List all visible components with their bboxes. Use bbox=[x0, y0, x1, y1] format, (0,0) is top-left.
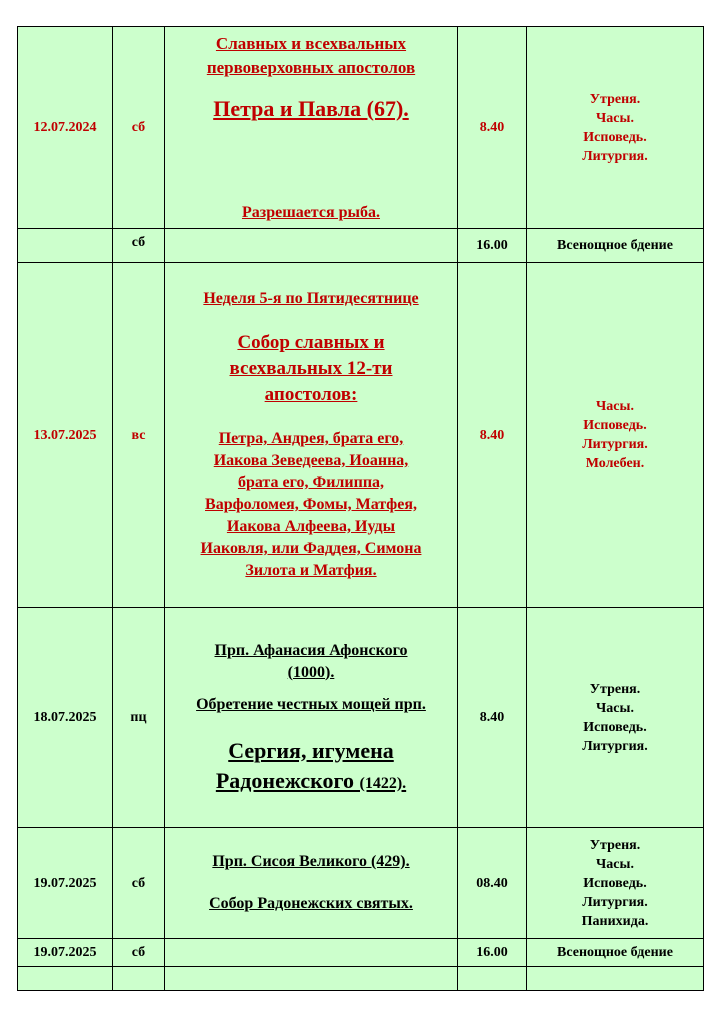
feast-line: Прп. Сисоя Великого (429). bbox=[212, 853, 410, 870]
day-cell: сб bbox=[113, 939, 165, 967]
table-row bbox=[18, 828, 704, 939]
services-cell: Всенощное бдение bbox=[527, 229, 704, 263]
day-cell: сб bbox=[113, 828, 165, 939]
service-item: Часы. bbox=[596, 399, 634, 414]
date-cell: 12.07.2024 bbox=[18, 27, 113, 229]
table-row bbox=[18, 939, 704, 967]
service-item: Утреня. bbox=[589, 837, 641, 853]
service-item: Исповедь. bbox=[583, 129, 647, 145]
feast-main-year: (1422). bbox=[359, 774, 407, 792]
service-item: Часы. bbox=[596, 700, 634, 716]
time-cell: 16.00 bbox=[458, 939, 527, 967]
table-row bbox=[18, 608, 704, 828]
feast-main-name: Радонежского bbox=[215, 767, 354, 793]
apostle-names: Иакова Алфеева, Иуды bbox=[226, 518, 396, 535]
apostle-names: Варфоломея, Фомы, Матфея, bbox=[205, 496, 417, 513]
time-cell: 8.40 bbox=[458, 608, 527, 828]
feast-main-title: Собор славных и bbox=[237, 332, 385, 353]
feast-main-title: апостолов: bbox=[264, 384, 358, 405]
apostle-names: Иаковля, или Фаддея, Симона bbox=[200, 540, 422, 557]
services-cell bbox=[527, 608, 704, 828]
date-cell: 13.07.2025 bbox=[18, 263, 113, 608]
apostle-names: брата его, Филиппа, bbox=[237, 474, 385, 491]
date-cell bbox=[18, 229, 113, 263]
table-row bbox=[18, 967, 704, 991]
time-cell bbox=[458, 967, 527, 991]
time-cell: 8.40 bbox=[458, 27, 527, 229]
service-item: Литургия. bbox=[582, 738, 648, 754]
table-row bbox=[18, 229, 704, 263]
feast-cell bbox=[165, 27, 458, 229]
service-item: Литургия. bbox=[582, 148, 648, 164]
day-cell: сб bbox=[113, 27, 165, 229]
time-cell: 16.00 bbox=[458, 229, 527, 263]
table-row bbox=[18, 27, 704, 229]
day-cell: пц bbox=[113, 608, 165, 828]
date-cell bbox=[18, 967, 113, 991]
feast-cell bbox=[165, 608, 458, 828]
feast-line: Прп. Афанасия Афонского bbox=[214, 641, 408, 659]
feast-main-title bbox=[171, 766, 451, 796]
service-item: Литургия. bbox=[582, 437, 648, 452]
services-cell: Всенощное бдение bbox=[527, 939, 704, 967]
table-row bbox=[18, 263, 704, 608]
day-cell: сб bbox=[113, 229, 165, 263]
service-item: Исповедь. bbox=[583, 719, 647, 735]
day-cell: вс bbox=[113, 263, 165, 608]
service-item: Утреня. bbox=[589, 681, 641, 697]
feast-main-title: Петра и Павла (67). bbox=[213, 95, 409, 121]
feast-week: Неделя 5-я по Пятидесятнице bbox=[203, 290, 419, 307]
feast-cell bbox=[165, 967, 458, 991]
services-cell bbox=[527, 263, 704, 608]
feast-line: Обретение честных мощей прп. bbox=[196, 695, 426, 713]
feast-note: Разрешается рыба. bbox=[241, 203, 380, 221]
time-cell: 08.40 bbox=[458, 828, 527, 939]
apostle-names: Иакова Зеведеева, Иоанна, bbox=[213, 452, 409, 469]
services-cell bbox=[527, 27, 704, 229]
feast-line: Собор Радонежских святых. bbox=[209, 895, 413, 912]
time-cell: 8.40 bbox=[458, 263, 527, 608]
feast-main-title: Сергия, игумена bbox=[228, 737, 394, 763]
feast-line: Славных и всехвальных bbox=[215, 33, 407, 53]
feast-line: первоверховных апостолов bbox=[206, 57, 416, 77]
feast-main-title: всехвальных 12-ти bbox=[229, 358, 393, 379]
date-cell: 19.07.2025 bbox=[18, 828, 113, 939]
schedule-table bbox=[17, 26, 704, 991]
services-cell bbox=[527, 828, 704, 939]
feast-line: (1000). bbox=[287, 663, 335, 681]
services-cell bbox=[527, 967, 704, 991]
date-cell: 18.07.2025 bbox=[18, 608, 113, 828]
service-item: Литургия. bbox=[582, 894, 648, 910]
service-item: Панихида. bbox=[581, 913, 649, 929]
apostle-names: Петра, Андрея, брата его, bbox=[218, 430, 404, 447]
service-item: Исповедь. bbox=[583, 875, 647, 891]
feast-cell bbox=[165, 229, 458, 263]
service-item: Исповедь. bbox=[583, 418, 647, 433]
date-cell: 19.07.2025 bbox=[18, 939, 113, 967]
service-item: Молебен. bbox=[585, 456, 645, 471]
day-cell bbox=[113, 967, 165, 991]
service-item: Часы. bbox=[596, 110, 634, 126]
service-item: Утреня. bbox=[589, 91, 641, 107]
apostle-names: Зилота и Матфия. bbox=[245, 562, 377, 579]
feast-cell bbox=[165, 939, 458, 967]
feast-cell bbox=[165, 263, 458, 608]
feast-cell bbox=[165, 828, 458, 939]
service-item: Часы. bbox=[596, 856, 634, 872]
